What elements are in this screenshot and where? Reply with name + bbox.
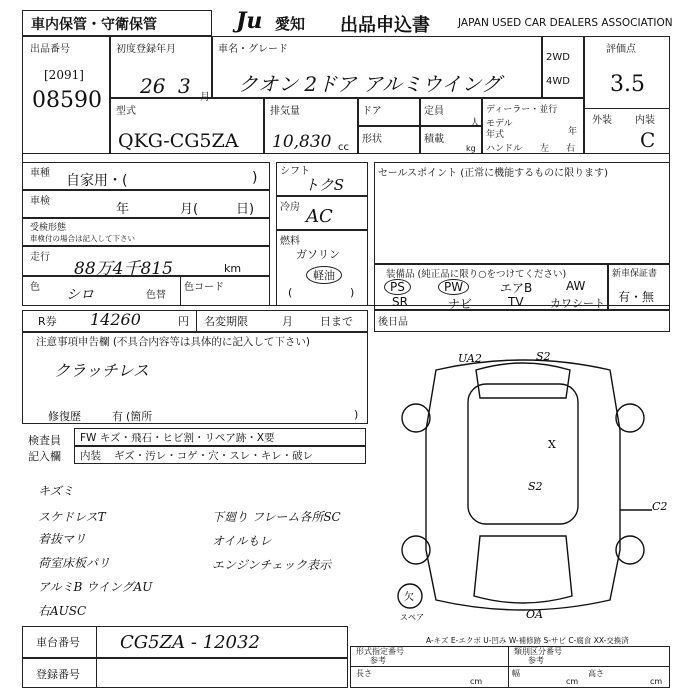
registration-number-divider <box>96 658 97 688</box>
dealer-label: ディーラー・並行 <box>486 105 558 115</box>
shift-value: トクS <box>304 176 344 194</box>
inspector-row2-label: 内装 <box>80 450 101 462</box>
spec-class-note: 参考 <box>528 656 544 665</box>
repair-value: 有 <box>112 410 123 423</box>
inspection-box <box>22 190 270 218</box>
capacity-label: 定員 <box>424 106 444 117</box>
mileage-unit: km <box>224 262 242 275</box>
equipment-sr: SR <box>392 295 408 309</box>
equipment-airbag: エアB <box>500 281 533 295</box>
steering-label: ハンドル <box>486 144 523 154</box>
model-year-label1: モデル <box>486 119 513 129</box>
model-year-label2: 年式 <box>486 130 505 140</box>
diagram-trunk <box>474 536 572 603</box>
notes-label: 注意事項申告欄 (不具合内容等は具体的に記入して下さい) <box>36 336 311 348</box>
diagram-hood <box>476 363 570 398</box>
equipment-ps: PS <box>384 279 411 295</box>
equipment-leather: カワシート <box>550 297 605 310</box>
association-name: JAPAN USED CAR DEALERS ASSOCIATION <box>458 17 673 29</box>
recycle-divider <box>196 310 197 332</box>
rating-label: 評価点 <box>606 44 636 55</box>
spec-class-label: 類別区分番号 <box>514 647 562 656</box>
spec-height: 高さ <box>588 669 604 678</box>
drive-box <box>542 36 584 98</box>
inspector-row1: FW キズ・飛石・ヒビ割・リペア跡・X要 <box>80 432 275 444</box>
model-year-unit: 年 <box>568 127 578 137</box>
spec-divider <box>508 646 509 688</box>
receiving-label: 受検形態 <box>30 223 67 233</box>
fuel-close: ) <box>350 286 355 299</box>
name-change-day: 日まで <box>320 315 353 328</box>
diagram-label-oa: OA <box>526 608 543 621</box>
sales-point-label: セールスポイント (正常に機能するものに限ります) <box>378 168 609 179</box>
fuel-diesel: 軽油 <box>306 266 342 284</box>
name-change-month: 月 <box>282 315 293 328</box>
registration-year: 26 <box>140 74 166 98</box>
org-name: 愛知 <box>275 15 306 33</box>
rear-label: 後日品 <box>378 317 408 328</box>
recycle-value: 14260 <box>90 310 141 329</box>
diagram-label-x: X <box>548 438 556 451</box>
displacement-unit: cc <box>338 142 349 153</box>
entry-number: 08590 <box>32 88 102 113</box>
mileage-label: 走行 <box>30 252 50 263</box>
repair-location: (箇所 <box>126 410 153 423</box>
inspector-row2: ギズ・汚レ・コゲ・穴・スレ・キレ・破レ <box>114 450 314 462</box>
interior-label: 内装 <box>635 115 655 126</box>
diagram-label-ua2: UA2 <box>458 352 482 365</box>
plate-label: 車台番号 <box>36 636 80 649</box>
recycle-box <box>22 310 368 332</box>
repair-close: ) <box>354 408 359 421</box>
inspector-line-4: 荷室床板パリ <box>38 556 111 570</box>
fuel-open: ( <box>288 286 293 299</box>
receiving-note: 車検付の場合は記入して下さい <box>30 234 135 243</box>
vehicle-use-box <box>22 162 270 190</box>
load-unit: kg <box>466 144 476 153</box>
fuel-label: 燃料 <box>280 236 300 247</box>
shape-label: 形状 <box>362 134 382 145</box>
plate-value: CG5ZA - 12032 <box>120 632 260 653</box>
spec-width-cm: cm <box>566 677 579 686</box>
warranty-value: 有・無 <box>618 290 655 304</box>
recycle-label: R券 <box>38 315 57 328</box>
vehicle-use-close: ) <box>252 170 258 186</box>
diagram-wheel-fr <box>616 404 644 432</box>
aircon-label: 冷房 <box>280 202 300 213</box>
spec-length: 長さ <box>356 669 372 678</box>
inspector-line-3: 着抜マリ <box>38 532 87 546</box>
equipment-tv: TV <box>508 295 524 309</box>
equipment-navi: ナビ <box>448 297 473 311</box>
inspection-month: 月( <box>180 202 199 217</box>
registration-month-unit: 月 <box>200 92 210 103</box>
inspector-label1: 検査員 <box>28 434 61 447</box>
repair-label: 修復歴 <box>48 410 81 423</box>
diagram-label-c2: C2 <box>652 500 668 513</box>
diagram-roof <box>468 384 578 524</box>
registration-month: 3 <box>178 74 191 98</box>
equipment-aw: AW <box>566 279 586 293</box>
inspection-label: 車検 <box>30 196 50 207</box>
diagram-wheel-fl <box>402 404 430 432</box>
warranty-label: 新車保証書 <box>612 269 658 279</box>
spec-shape-label: 形式指定番号 <box>356 647 404 656</box>
steering-left: 左 <box>540 144 550 154</box>
spec-length-cm: cm <box>470 677 483 686</box>
entry-sub-number: [2091] <box>44 68 84 82</box>
color-value: シロ <box>66 287 94 303</box>
model-label: 型式 <box>116 106 136 117</box>
diagram-label-spare: スペア <box>400 613 424 622</box>
recycle-unit: 円 <box>178 315 189 328</box>
inspector-line-2: スケドレスT <box>38 510 106 524</box>
spec-width: 幅 <box>512 669 520 678</box>
color-divider <box>180 276 181 306</box>
mileage-value: 88万4千815 <box>74 259 173 279</box>
spec-row-divider <box>350 666 670 667</box>
header-left-title: 車内保管・守衛保管 <box>31 17 157 33</box>
model-value: QKG-CG5ZA <box>118 130 239 152</box>
header-left-box <box>22 10 212 36</box>
diagram-label-s2-top: S2 <box>536 350 551 363</box>
displacement-label: 排気量 <box>270 106 300 117</box>
vehicle-use-label: 車種 <box>30 168 50 179</box>
registration-number-label: 登録番号 <box>36 668 80 681</box>
rear-box <box>374 310 670 332</box>
spec-height-cm: cm <box>650 677 663 686</box>
displacement-value: 10,830 <box>272 132 332 152</box>
inspector-line-5: アルミB ウイングAU <box>38 580 153 594</box>
inspector-right-line-3: エンジンチェック表示 <box>212 558 332 572</box>
drive-2wd: 2WD <box>546 52 570 63</box>
form-title: 出品申込書 <box>340 15 430 36</box>
color-label: 色 <box>30 282 40 293</box>
steering-right: 右 <box>566 144 576 154</box>
diagram-label-missing: 欠 <box>404 592 414 603</box>
inspector-line-1: キズミ <box>38 484 74 498</box>
color-tone-label: 色替 <box>146 290 166 301</box>
spec-shape-note: 参考 <box>370 656 386 665</box>
entry-label: 出品番号 <box>30 44 70 55</box>
registration-label: 初度登録年月 <box>116 44 176 55</box>
ju-logo: Ju <box>236 8 263 34</box>
car-name-value: クオン 2ドア アルミウイング <box>238 72 502 96</box>
doors-label: ドア <box>362 106 382 117</box>
load-label: 積載 <box>424 134 444 145</box>
rating-divider <box>584 108 670 109</box>
exterior-label: 外装 <box>592 115 612 126</box>
rating-value: 3.5 <box>610 72 645 97</box>
color-code-label: 色コード <box>184 282 224 293</box>
inspector-right-line-1: 下廻り フレーム各所SC <box>212 510 341 524</box>
vehicle-use-value: 自家用・( <box>66 173 128 189</box>
diagram-label-s2-mid: S2 <box>528 480 543 493</box>
inspection-day: 日) <box>236 202 255 217</box>
car-name-label: 車名・グレード <box>218 44 288 55</box>
equipment-pw: PW <box>438 279 469 295</box>
inspector-right-line-2: オイルもレ <box>212 534 272 548</box>
plate-divider <box>96 626 97 658</box>
drive-4wd: 4WD <box>546 76 570 87</box>
inspector-label2: 記入欄 <box>28 450 61 463</box>
fuel-gasoline: ガソリン <box>296 248 340 261</box>
interior-value: C <box>640 128 656 152</box>
equipment-label: 装備品 (純正品に限り○をつけてください) <box>386 269 567 280</box>
shift-label: シフト <box>280 166 310 177</box>
car-damage-diagram <box>376 340 670 630</box>
name-change-label: 名変期限 <box>204 315 248 328</box>
diagram-legend: A-キズ E-エクボ U-凹み W-補修跡 S-サビ C-腐食 XX-交換済 <box>426 636 629 645</box>
aircon-value: AC <box>306 206 333 227</box>
notes-value: クラッチレス <box>54 361 149 380</box>
inspector-line-6: 右AUSC <box>38 604 87 618</box>
inspection-year: 年 <box>116 202 130 217</box>
capacity-unit: 人 <box>470 118 480 129</box>
